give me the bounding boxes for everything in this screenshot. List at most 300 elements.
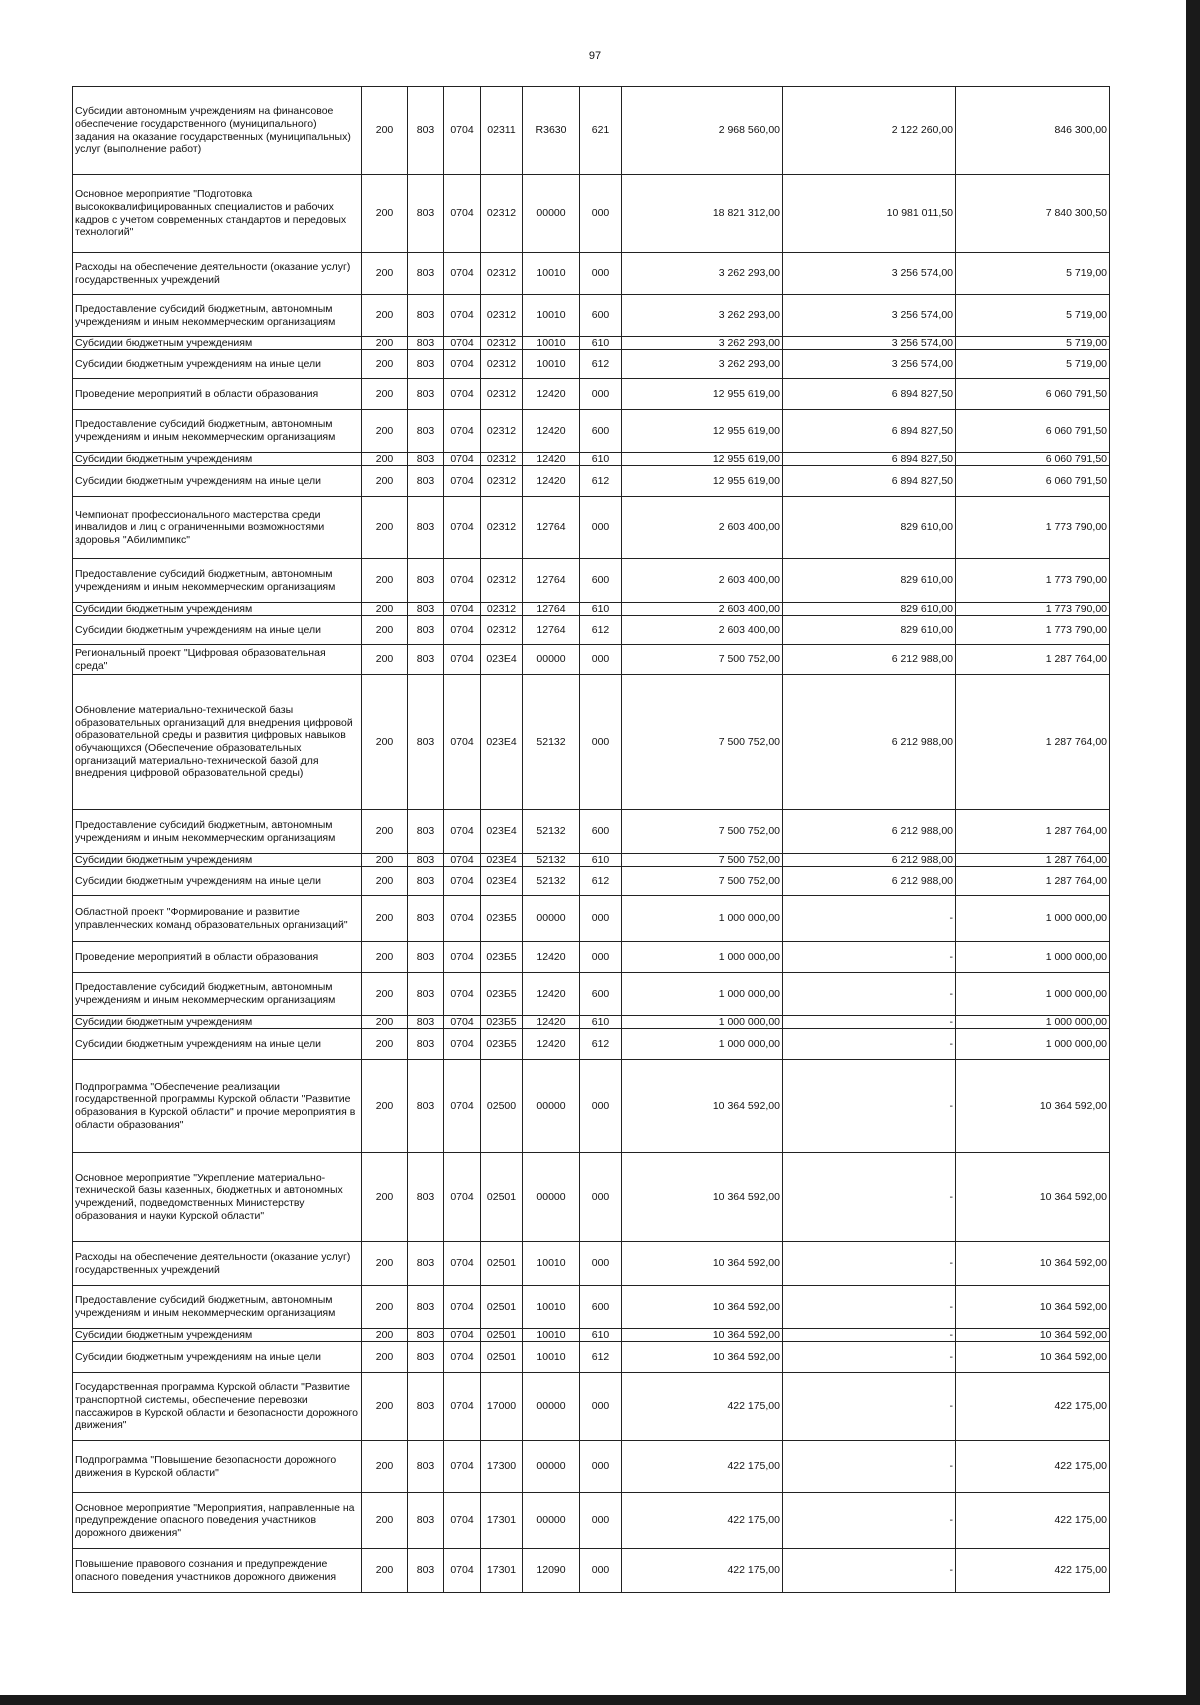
- code-expense-type: 000: [580, 1441, 622, 1493]
- row-name: Субсидии бюджетным учреждениям: [73, 854, 362, 867]
- table-row: [73, 1029, 1110, 1060]
- amount-federal: 3 256 574,00: [783, 253, 956, 295]
- code-department: 803: [408, 253, 444, 295]
- amount-total: 1 000 000,00: [622, 1029, 783, 1060]
- code-ministry-group: 200: [362, 1029, 408, 1060]
- row-name: Расходы на обеспечение деятельности (оказание услуг) государственных учреждений: [73, 1242, 362, 1286]
- amount-federal: -: [783, 1242, 956, 1286]
- code-section: 0704: [444, 1493, 481, 1549]
- amount-federal: 6 212 988,00: [783, 854, 956, 867]
- code-program: 023Б5: [481, 896, 523, 942]
- amount-federal: -: [783, 942, 956, 973]
- code-section: 0704: [444, 1329, 481, 1342]
- code-expense-type: 600: [580, 295, 622, 337]
- code-expense-type: 610: [580, 854, 622, 867]
- row-name: Расходы на обеспечение деятельности (оказание услуг) государственных учреждений: [73, 253, 362, 295]
- code-expense-type: 000: [580, 942, 622, 973]
- code-department: 803: [408, 497, 444, 559]
- amount-total: 10 364 592,00: [622, 1153, 783, 1242]
- row-name: Проведение мероприятий в области образования: [73, 379, 362, 410]
- amount-federal: -: [783, 1342, 956, 1373]
- code-program: 02312: [481, 350, 523, 379]
- code-ministry-group: 200: [362, 973, 408, 1016]
- table-row: [73, 854, 1110, 867]
- code-program: 023E4: [481, 810, 523, 854]
- code-section: 0704: [444, 350, 481, 379]
- code-department: 803: [408, 603, 444, 616]
- code-section: 0704: [444, 379, 481, 410]
- amount-federal: -: [783, 1016, 956, 1029]
- table-row: [73, 497, 1110, 559]
- amount-total: 10 364 592,00: [622, 1329, 783, 1342]
- code-section: 0704: [444, 410, 481, 453]
- code-expense-type: 612: [580, 466, 622, 497]
- amount-regional: 422 175,00: [956, 1549, 1110, 1593]
- amount-regional: 10 364 592,00: [956, 1153, 1110, 1242]
- code-program: 023E4: [481, 675, 523, 810]
- amount-regional: 6 060 791,50: [956, 453, 1110, 466]
- code-expense-type: 000: [580, 1493, 622, 1549]
- code-expense-type: 000: [580, 253, 622, 295]
- code-section: 0704: [444, 1153, 481, 1242]
- amount-total: 7 500 752,00: [622, 854, 783, 867]
- table-row: [73, 410, 1110, 453]
- code-department: 803: [408, 1549, 444, 1593]
- amount-regional: 1 000 000,00: [956, 1016, 1110, 1029]
- amount-regional: 1 773 790,00: [956, 497, 1110, 559]
- row-name: Основное мероприятие "Мероприятия, направленные на предупреждение опасного поведения участников дорожного движения": [73, 1493, 362, 1549]
- amount-total: 7 500 752,00: [622, 810, 783, 854]
- code-direction: 10010: [523, 1342, 580, 1373]
- code-department: 803: [408, 175, 444, 253]
- code-ministry-group: 200: [362, 603, 408, 616]
- code-direction: 12764: [523, 603, 580, 616]
- code-section: 0704: [444, 497, 481, 559]
- code-section: 0704: [444, 1286, 481, 1329]
- table-row: [73, 87, 1110, 175]
- amount-federal: 6 894 827,50: [783, 466, 956, 497]
- code-expense-type: 610: [580, 1329, 622, 1342]
- code-section: 0704: [444, 1016, 481, 1029]
- row-name: Субсидии бюджетным учреждениям: [73, 603, 362, 616]
- code-program: 02501: [481, 1342, 523, 1373]
- table-row: [73, 1493, 1110, 1549]
- table-row: [73, 1342, 1110, 1373]
- amount-total: 1 000 000,00: [622, 896, 783, 942]
- scan-border-bottom: [0, 1695, 1200, 1705]
- amount-federal: -: [783, 1060, 956, 1153]
- code-ministry-group: 200: [362, 559, 408, 603]
- row-name: Основное мероприятие "Подготовка высококвалифицированных специалистов и рабочих кадров с учетом современных стандартов и передовых технологий": [73, 175, 362, 253]
- code-department: 803: [408, 379, 444, 410]
- code-department: 803: [408, 1286, 444, 1329]
- code-ministry-group: 200: [362, 497, 408, 559]
- code-direction: 52132: [523, 675, 580, 810]
- code-expense-type: 612: [580, 350, 622, 379]
- code-section: 0704: [444, 559, 481, 603]
- code-section: 0704: [444, 1029, 481, 1060]
- amount-federal: 6 212 988,00: [783, 645, 956, 675]
- code-department: 803: [408, 616, 444, 645]
- code-expense-type: 000: [580, 645, 622, 675]
- table-row: [73, 1286, 1110, 1329]
- code-ministry-group: 200: [362, 810, 408, 854]
- code-expense-type: 000: [580, 1153, 622, 1242]
- amount-total: 3 262 293,00: [622, 253, 783, 295]
- code-direction: 12420: [523, 973, 580, 1016]
- table-row: [73, 295, 1110, 337]
- code-expense-type: 000: [580, 497, 622, 559]
- code-ministry-group: 200: [362, 942, 408, 973]
- code-ministry-group: 200: [362, 896, 408, 942]
- amount-regional: 1 287 764,00: [956, 810, 1110, 854]
- code-department: 803: [408, 466, 444, 497]
- code-program: 02312: [481, 603, 523, 616]
- amount-regional: 1 000 000,00: [956, 942, 1110, 973]
- code-department: 803: [408, 867, 444, 896]
- amount-regional: 7 840 300,50: [956, 175, 1110, 253]
- row-name: Субсидии бюджетным учреждениям на иные цели: [73, 616, 362, 645]
- amount-federal: 829 610,00: [783, 603, 956, 616]
- amount-regional: 10 364 592,00: [956, 1060, 1110, 1153]
- row-name: Субсидии автономным учреждениям на финансовое обеспечение государственного (муниципального) задания на оказание государственных (муниципальных) услуг (выполнение работ): [73, 87, 362, 175]
- amount-regional: 5 719,00: [956, 295, 1110, 337]
- row-name: Субсидии бюджетным учреждениям на иные цели: [73, 867, 362, 896]
- code-program: 17000: [481, 1373, 523, 1441]
- code-ministry-group: 200: [362, 379, 408, 410]
- code-department: 803: [408, 1373, 444, 1441]
- table-row: [73, 973, 1110, 1016]
- code-section: 0704: [444, 1373, 481, 1441]
- amount-federal: 6 212 988,00: [783, 867, 956, 896]
- code-program: 023E4: [481, 867, 523, 896]
- code-department: 803: [408, 1060, 444, 1153]
- code-section: 0704: [444, 810, 481, 854]
- code-expense-type: 610: [580, 453, 622, 466]
- table-row: [73, 379, 1110, 410]
- code-department: 803: [408, 559, 444, 603]
- amount-total: 12 955 619,00: [622, 466, 783, 497]
- code-program: 02501: [481, 1286, 523, 1329]
- code-program: 02312: [481, 616, 523, 645]
- amount-total: 3 262 293,00: [622, 337, 783, 350]
- code-direction: 12090: [523, 1549, 580, 1593]
- table-row: [73, 896, 1110, 942]
- code-ministry-group: 200: [362, 410, 408, 453]
- amount-regional: 1 773 790,00: [956, 603, 1110, 616]
- code-department: 803: [408, 1342, 444, 1373]
- amount-regional: 1 287 764,00: [956, 645, 1110, 675]
- code-department: 803: [408, 973, 444, 1016]
- table-row: [73, 942, 1110, 973]
- code-program: 02312: [481, 379, 523, 410]
- amount-total: 18 821 312,00: [622, 175, 783, 253]
- code-program: 02312: [481, 453, 523, 466]
- row-name: Предоставление субсидий бюджетным, автономным учреждениям и иным некоммерческим организациям: [73, 810, 362, 854]
- code-expense-type: 612: [580, 1342, 622, 1373]
- code-direction: 52132: [523, 854, 580, 867]
- row-name: Субсидии бюджетным учреждениям на иные цели: [73, 1342, 362, 1373]
- table-row: [73, 1153, 1110, 1242]
- row-name: Обновление материально-технической базы образовательных организаций для внедрения цифровой образовательной среды и развития цифровых навыков обучающихся (Обеспечение образовательных организаций материально-технической базой для внедрения цифровой образовательной среды): [73, 675, 362, 810]
- amount-total: 1 000 000,00: [622, 1016, 783, 1029]
- table-row: [73, 675, 1110, 810]
- code-department: 803: [408, 1493, 444, 1549]
- table-row: [73, 1373, 1110, 1441]
- code-program: 02311: [481, 87, 523, 175]
- table-row: [73, 175, 1110, 253]
- code-program: 02312: [481, 337, 523, 350]
- amount-total: 2 603 400,00: [622, 603, 783, 616]
- code-expense-type: 610: [580, 603, 622, 616]
- code-program: 02312: [481, 466, 523, 497]
- amount-total: 422 175,00: [622, 1493, 783, 1549]
- amount-regional: 422 175,00: [956, 1373, 1110, 1441]
- amount-regional: 5 719,00: [956, 253, 1110, 295]
- code-ministry-group: 200: [362, 1441, 408, 1493]
- amount-total: 2 603 400,00: [622, 559, 783, 603]
- amount-total: 1 000 000,00: [622, 942, 783, 973]
- code-direction: 12420: [523, 1016, 580, 1029]
- amount-total: 422 175,00: [622, 1441, 783, 1493]
- code-direction: 10010: [523, 350, 580, 379]
- row-name: Субсидии бюджетным учреждениям: [73, 1329, 362, 1342]
- code-department: 803: [408, 410, 444, 453]
- row-name: Государственная программа Курской области "Развитие транспортной системы, обеспечение перевозки пассажиров в Курской области и безопасности дорожного движения": [73, 1373, 362, 1441]
- code-program: 02312: [481, 175, 523, 253]
- code-direction: 00000: [523, 645, 580, 675]
- code-ministry-group: 200: [362, 1549, 408, 1593]
- amount-federal: 6 894 827,50: [783, 379, 956, 410]
- amount-federal: -: [783, 1329, 956, 1342]
- code-department: 803: [408, 1016, 444, 1029]
- code-section: 0704: [444, 87, 481, 175]
- code-direction: 00000: [523, 1060, 580, 1153]
- code-department: 803: [408, 896, 444, 942]
- code-program: 02312: [481, 410, 523, 453]
- code-direction: 00000: [523, 1373, 580, 1441]
- amount-regional: 10 364 592,00: [956, 1329, 1110, 1342]
- amount-federal: 829 610,00: [783, 497, 956, 559]
- code-direction: 00000: [523, 175, 580, 253]
- code-ministry-group: 200: [362, 1153, 408, 1242]
- row-name: Субсидии бюджетным учреждениям на иные цели: [73, 1029, 362, 1060]
- code-department: 803: [408, 942, 444, 973]
- code-ministry-group: 200: [362, 616, 408, 645]
- code-program: 02312: [481, 497, 523, 559]
- code-direction: 10010: [523, 1286, 580, 1329]
- code-ministry-group: 200: [362, 645, 408, 675]
- code-ministry-group: 200: [362, 1493, 408, 1549]
- code-direction: 12420: [523, 1029, 580, 1060]
- amount-federal: -: [783, 896, 956, 942]
- amount-total: 3 262 293,00: [622, 295, 783, 337]
- code-expense-type: 600: [580, 973, 622, 1016]
- table-row: [73, 1060, 1110, 1153]
- code-expense-type: 000: [580, 896, 622, 942]
- code-program: 17300: [481, 1441, 523, 1493]
- code-expense-type: 612: [580, 1029, 622, 1060]
- code-ministry-group: 200: [362, 1242, 408, 1286]
- code-expense-type: 600: [580, 1286, 622, 1329]
- amount-federal: 6 212 988,00: [783, 810, 956, 854]
- code-direction: 00000: [523, 896, 580, 942]
- code-direction: 52132: [523, 867, 580, 896]
- table-row: [73, 337, 1110, 350]
- code-direction: 10010: [523, 337, 580, 350]
- row-name: Проведение мероприятий в области образования: [73, 942, 362, 973]
- code-program: 023E4: [481, 854, 523, 867]
- amount-total: 2 603 400,00: [622, 497, 783, 559]
- code-ministry-group: 200: [362, 1329, 408, 1342]
- code-section: 0704: [444, 942, 481, 973]
- code-section: 0704: [444, 453, 481, 466]
- amount-federal: -: [783, 1549, 956, 1593]
- code-direction: 12764: [523, 559, 580, 603]
- code-ministry-group: 200: [362, 1373, 408, 1441]
- code-section: 0704: [444, 973, 481, 1016]
- code-direction: 10010: [523, 295, 580, 337]
- code-section: 0704: [444, 1060, 481, 1153]
- code-direction: 10010: [523, 253, 580, 295]
- code-department: 803: [408, 810, 444, 854]
- code-department: 803: [408, 87, 444, 175]
- code-section: 0704: [444, 337, 481, 350]
- table-row: [73, 559, 1110, 603]
- code-direction: 12764: [523, 616, 580, 645]
- code-ministry-group: 200: [362, 867, 408, 896]
- amount-regional: 422 175,00: [956, 1441, 1110, 1493]
- code-expense-type: 000: [580, 1060, 622, 1153]
- amount-federal: 829 610,00: [783, 559, 956, 603]
- amount-federal: -: [783, 1373, 956, 1441]
- code-department: 803: [408, 1029, 444, 1060]
- amount-federal: 3 256 574,00: [783, 337, 956, 350]
- amount-federal: 3 256 574,00: [783, 350, 956, 379]
- code-ministry-group: 200: [362, 175, 408, 253]
- amount-federal: 10 981 011,50: [783, 175, 956, 253]
- amount-federal: 6 894 827,50: [783, 410, 956, 453]
- code-direction: 12420: [523, 379, 580, 410]
- code-section: 0704: [444, 295, 481, 337]
- code-section: 0704: [444, 675, 481, 810]
- code-section: 0704: [444, 1549, 481, 1593]
- amount-regional: 6 060 791,50: [956, 379, 1110, 410]
- table-row: [73, 1016, 1110, 1029]
- table-row: [73, 603, 1110, 616]
- row-name: Субсидии бюджетным учреждениям: [73, 337, 362, 350]
- code-program: 02312: [481, 559, 523, 603]
- amount-regional: 10 364 592,00: [956, 1342, 1110, 1373]
- code-section: 0704: [444, 466, 481, 497]
- code-direction: 12764: [523, 497, 580, 559]
- amount-regional: 1 287 764,00: [956, 675, 1110, 810]
- row-name: Региональный проект "Цифровая образовательная среда": [73, 645, 362, 675]
- table-row: [73, 350, 1110, 379]
- row-name: Подпрограмма "Повышение безопасности дорожного движения в Курской области": [73, 1441, 362, 1493]
- code-department: 803: [408, 453, 444, 466]
- row-name: Основное мероприятие "Укрепление материально-технической базы казенных, бюджетных и автономных учреждений, подведомственных Министерству образования и науки Курской области": [73, 1153, 362, 1242]
- code-program: 023Б5: [481, 942, 523, 973]
- table-row: [73, 253, 1110, 295]
- amount-total: 12 955 619,00: [622, 379, 783, 410]
- code-program: 02501: [481, 1153, 523, 1242]
- code-direction: 10010: [523, 1242, 580, 1286]
- code-program: 023Б5: [481, 973, 523, 1016]
- code-direction: 10010: [523, 1329, 580, 1342]
- table-row: [73, 1242, 1110, 1286]
- scan-border-right: [1186, 0, 1200, 1705]
- code-expense-type: 000: [580, 175, 622, 253]
- code-expense-type: 610: [580, 337, 622, 350]
- amount-regional: 1 000 000,00: [956, 896, 1110, 942]
- amount-total: 10 364 592,00: [622, 1342, 783, 1373]
- amount-federal: -: [783, 1493, 956, 1549]
- code-program: 17301: [481, 1549, 523, 1593]
- code-expense-type: 600: [580, 410, 622, 453]
- code-expense-type: 000: [580, 1242, 622, 1286]
- code-section: 0704: [444, 896, 481, 942]
- code-department: 803: [408, 337, 444, 350]
- code-ministry-group: 200: [362, 87, 408, 175]
- table-row: [73, 453, 1110, 466]
- code-department: 803: [408, 645, 444, 675]
- code-department: 803: [408, 295, 444, 337]
- code-section: 0704: [444, 1342, 481, 1373]
- amount-federal: 6 894 827,50: [783, 453, 956, 466]
- code-ministry-group: 200: [362, 1016, 408, 1029]
- amount-regional: 5 719,00: [956, 350, 1110, 379]
- table-row: [73, 1549, 1110, 1593]
- amount-total: 2 968 560,00: [622, 87, 783, 175]
- table-row: [73, 466, 1110, 497]
- budget-table: [72, 86, 1110, 1593]
- code-expense-type: 621: [580, 87, 622, 175]
- code-ministry-group: 200: [362, 350, 408, 379]
- amount-total: 7 500 752,00: [622, 645, 783, 675]
- code-ministry-group: 200: [362, 466, 408, 497]
- code-department: 803: [408, 1329, 444, 1342]
- amount-federal: 2 122 260,00: [783, 87, 956, 175]
- code-expense-type: 000: [580, 675, 622, 810]
- code-direction: 00000: [523, 1493, 580, 1549]
- code-program: 023E4: [481, 645, 523, 675]
- amount-total: 10 364 592,00: [622, 1242, 783, 1286]
- code-expense-type: 000: [580, 1373, 622, 1441]
- amount-regional: 1 287 764,00: [956, 867, 1110, 896]
- amount-federal: -: [783, 973, 956, 1016]
- row-name: Предоставление субсидий бюджетным, автономным учреждениям и иным некоммерческим организациям: [73, 559, 362, 603]
- code-department: 803: [408, 1441, 444, 1493]
- amount-federal: -: [783, 1153, 956, 1242]
- code-program: 02312: [481, 295, 523, 337]
- amount-federal: 6 212 988,00: [783, 675, 956, 810]
- code-ministry-group: 200: [362, 337, 408, 350]
- code-ministry-group: 200: [362, 1060, 408, 1153]
- row-name: Субсидии бюджетным учреждениям: [73, 453, 362, 466]
- table-row: [73, 1441, 1110, 1493]
- code-direction: 52132: [523, 810, 580, 854]
- code-expense-type: 612: [580, 616, 622, 645]
- code-program: 02501: [481, 1242, 523, 1286]
- amount-regional: 10 364 592,00: [956, 1242, 1110, 1286]
- amount-regional: 6 060 791,50: [956, 410, 1110, 453]
- row-name: Повышение правового сознания и предупреждение опасного поведения участников дорожного движения: [73, 1549, 362, 1593]
- code-section: 0704: [444, 1242, 481, 1286]
- code-program: 02500: [481, 1060, 523, 1153]
- code-direction: R3630: [523, 87, 580, 175]
- amount-federal: 3 256 574,00: [783, 295, 956, 337]
